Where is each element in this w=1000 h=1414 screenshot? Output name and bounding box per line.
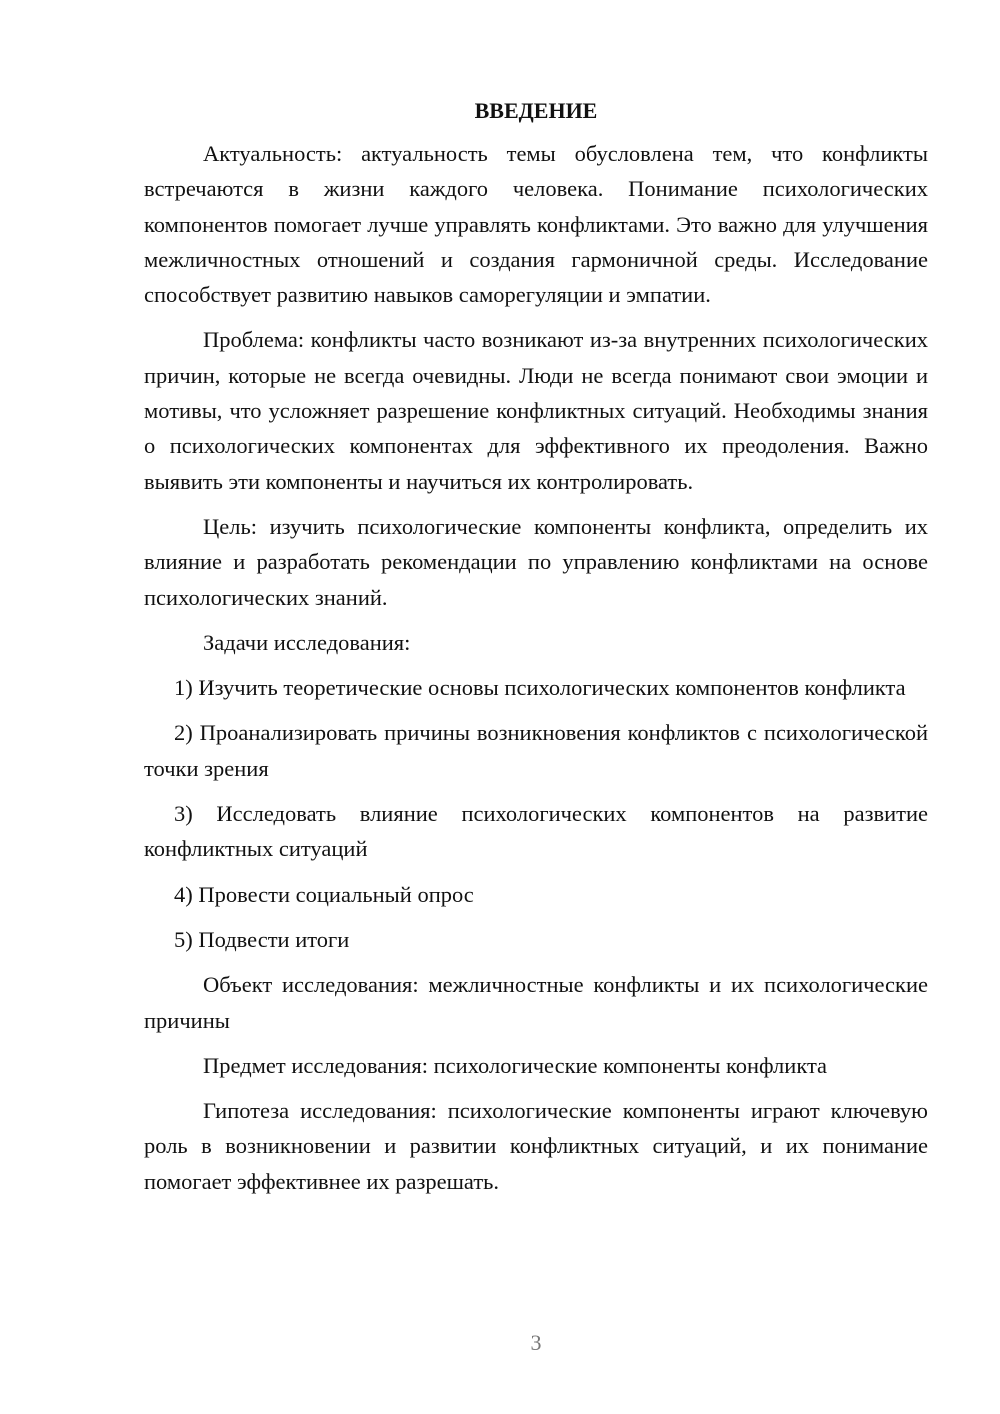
tasks-heading: Задачи исследования: — [203, 629, 411, 655]
document-body — [144, 95, 928, 1209]
list-item: 4) Провести социальный опрос — [174, 881, 474, 907]
list-item: 5) Подвести итоги — [174, 926, 350, 952]
paragraph-goal: Цель: изучить психологические компоненты конфликта, определить их влияние и разработать рекомендации по управлению конфликтами на основе психологических знаний. — [144, 513, 928, 610]
page-number: 3 — [530, 1330, 542, 1355]
paragraph-problem: Проблема: конфликты часто возникают из-за внутренних психологических причин, которые не всегда очевидны. Люди не всегда понимают свои эмоции и мотивы, что усложняет разрешение конфликтных ситуаций. Необходимы знания о психологических компонентах для эффективного их преодоления. Важно выявить эти компоненты и научиться их контролировать. — [144, 327, 928, 494]
tasks-list — [144, 670, 928, 957]
page-title: ВВЕДЕНИЕ — [474, 98, 598, 123]
paragraph-object: Объект исследования: межличностные конфликты и их психологические причины — [144, 972, 928, 1033]
list-item: 1) Изучить теоретические основы психологических компонентов конфликта — [174, 675, 906, 701]
paragraph-hypothesis: Гипотеза исследования: психологические компоненты играют ключевую роль в возникновении и развитии конфликтных ситуаций, и их понимание помогает эффективнее их разрешать. — [144, 1098, 928, 1194]
paragraph-relevance: Актуальность: актуальность темы обусловлена тем, что конфликты встречаются в жизни каждого человека. Понимание психологических компонентов помогает лучше управлять конфликтами. Это важно для улучшения межличностных отношений и создания гармоничной среды. Исследование способствует развитию навыков саморегуляции и эмпатии. — [144, 141, 928, 308]
list-item: 3) Исследовать влияние психологических компонентов на развитие конфликтных ситуаций — [144, 801, 928, 862]
list-item: 2) Проанализировать причины возникновения конфликтов с психологической точки зрения — [144, 720, 928, 781]
paragraph-subject: Предмет исследования: психологические компоненты конфликта — [203, 1052, 828, 1078]
